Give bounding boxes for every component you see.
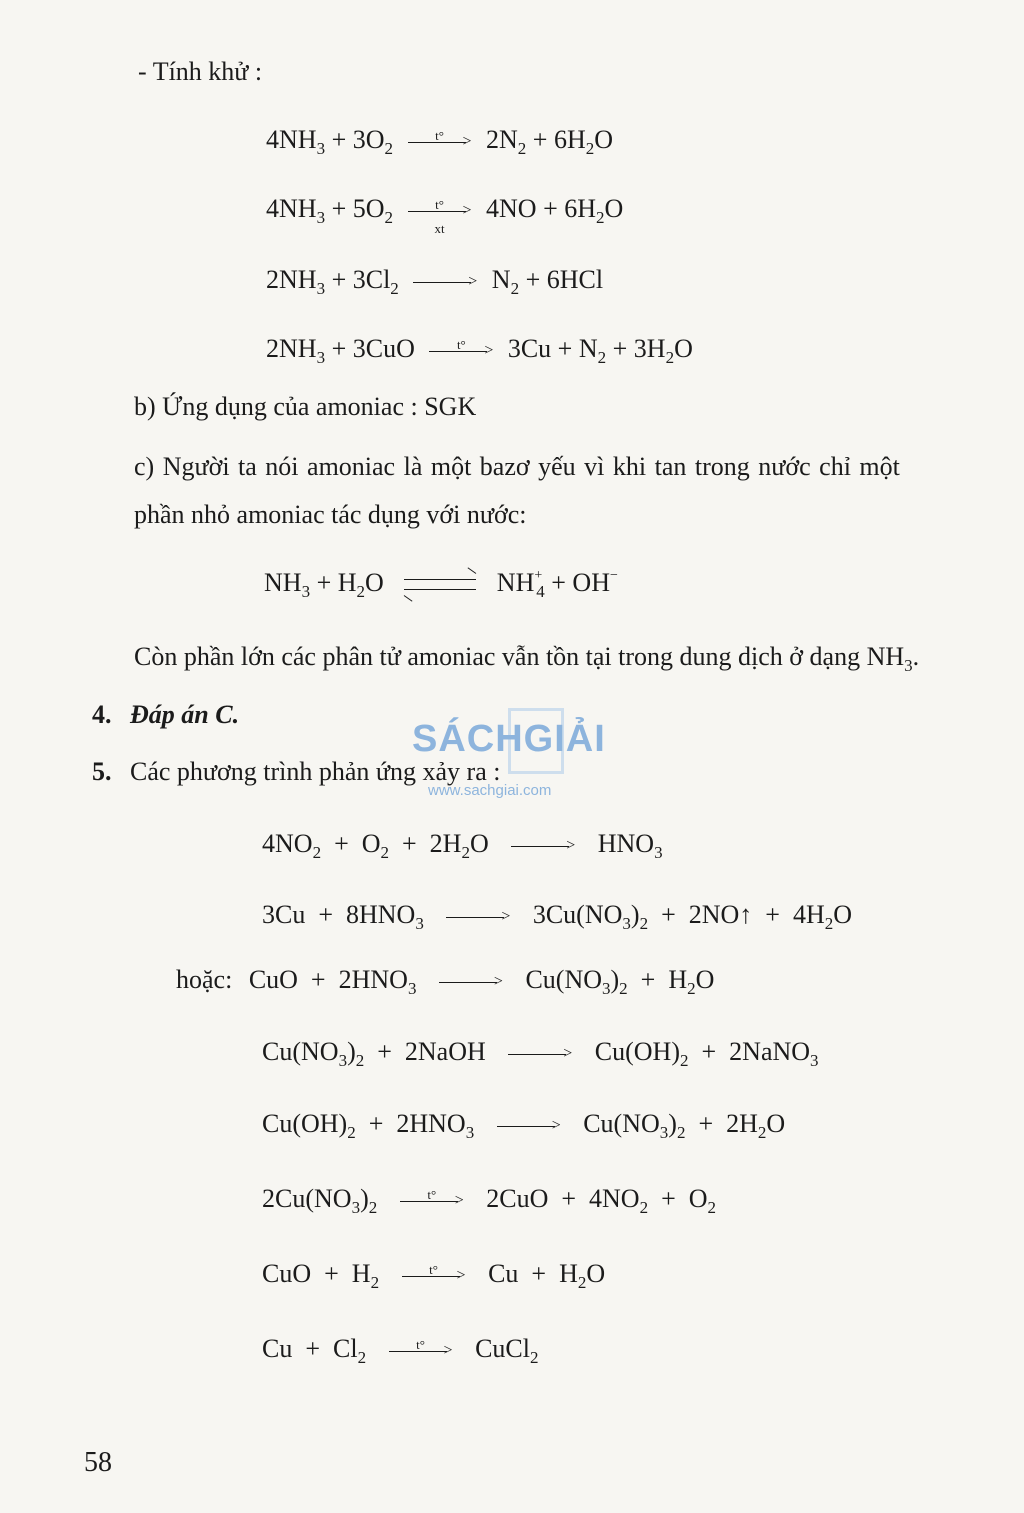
reaction-8: $Cu + Cl_2$ t° > CuCl$_2$ (262, 1334, 539, 1367)
reaction-arrow: > (446, 901, 510, 933)
reaction-4: $Cu(NO_3)_2$ + 2NaOH > $Cu(OH)_2$ + 2NaNO$_3$ (262, 1037, 819, 1070)
reaction-6: $2Cu(NO_3)_2$ t° > $2CuO + 4NO_2 + O_2$ (262, 1184, 717, 1217)
section-c-line-1: c) Người ta nói amoniac là một bazơ yếu vì khi tan trong nước chỉ một (134, 452, 900, 481)
equation-1: $4NH_3 + 3O_2$ t° > $2N_2 + 6H_2O$ (266, 125, 614, 158)
reaction-arrow: t° > (402, 1260, 466, 1292)
equation-3: $2NH_3 + 3Cl_2$ > $N_2 + 6HCl$ (266, 265, 604, 298)
reaction-arrow: t° > (429, 335, 493, 367)
reaction-1: $4NO_2 + O_2 + 2H_2O$ > $HNO_3$ (262, 829, 663, 862)
section-b-text: b) Ứng dụng của amoniac : SGK (134, 392, 477, 421)
reaction-arrow: t° > (408, 126, 472, 158)
reaction-arrow: > (511, 830, 575, 862)
reaction-arrow: t° > xt (408, 195, 472, 227)
equilibrium-arrow (404, 569, 476, 601)
section-c-line-3: Còn phần lớn các phân tử amoniac vẫn tồn tại trong dung dịch ở dạng $NH_3$. (134, 642, 920, 675)
section-c-line-2: phần nhỏ amoniac tác dụng với nước: (134, 500, 527, 529)
watermark-logo: SÁCHGIẢI www.sachgiai.com (412, 708, 612, 804)
reaction-arrow: > (497, 1110, 561, 1142)
reaction-5: $Cu(OH)_2 + 2HNO_3$ > $Cu(NO_3)_2 + 2H_2O$ (262, 1109, 786, 1142)
equation-2: $4NH_3 + 5O_2$ t° > xt $4NO + 6H_2O$ (266, 194, 624, 237)
reaction-7: CuO + $H_2$ t° > $Cu + H_2O$ (262, 1259, 606, 1292)
reaction-arrow: t° > (400, 1185, 464, 1217)
heading-tinh-khu: - Tính khử : (138, 57, 263, 86)
equation-4: $2NH_3 + 3CuO$ t° > $3Cu + N_2 + 3H_2O$ (266, 334, 693, 367)
reaction-arrow: > (413, 266, 477, 298)
reaction-3: hoặc: CuO + $2HNO_3$ > $Cu(NO_3)_2 + H_2O$ (176, 965, 715, 998)
reaction-arrow: t° > (389, 1335, 453, 1367)
reaction-arrow: > (439, 966, 503, 998)
equilibrium-equation: $NH_3 + H_2O$ $NH^+_4 + OH^-$ (264, 568, 618, 601)
page-number: 58 (84, 1447, 112, 1478)
item-4: 4. Đáp án C. (92, 700, 240, 729)
item-5: 5. Các phương trình phản ứng xảy ra : (92, 757, 501, 786)
reaction-arrow: > (508, 1038, 572, 1070)
reaction-2: $3Cu + 8HNO_3$ > $3Cu(NO_3)_2$ + 2NO↑ + $4H_2O$ (262, 900, 853, 933)
